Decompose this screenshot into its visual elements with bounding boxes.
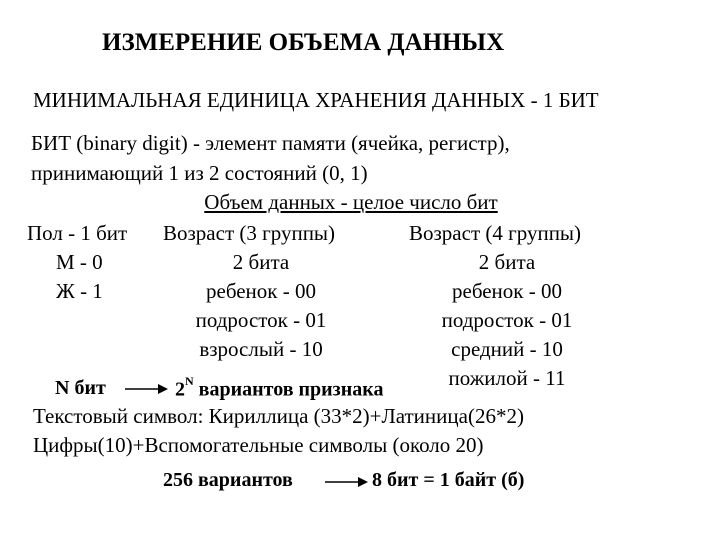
data-volume-line: Объем данных - целое число бит <box>204 190 498 214</box>
formula-n-bits: N бит <box>55 377 106 399</box>
age4-row: ребенок - 00 <box>452 279 562 303</box>
right-arrow-icon <box>122 381 170 395</box>
min-unit-line: МИНИМАЛЬНАЯ ЕДИНИЦА ХРАНЕНИЯ ДАННЫХ - 1 БИТ <box>33 88 599 112</box>
age4-row: подросток - 01 <box>441 308 573 332</box>
page-title: ИЗМЕРЕНИЕ ОБЪЕМА ДАННЫХ <box>102 29 505 56</box>
result-variants: 256 вариантов <box>163 469 293 491</box>
bit-definition-line-1: БИТ (binary digit) - элемент памяти (ячейка, регистр), <box>31 131 510 155</box>
gender-header: Пол - 1 бит <box>27 221 128 245</box>
text-symbol-line-2: Цифры(10)+Вспомогательные символы (около 20) <box>33 433 484 457</box>
formula-exponent: N <box>185 374 194 388</box>
age4-row: пожилой - 11 <box>448 366 566 390</box>
result-byte: 8 бит = 1 байт (б) <box>372 469 525 491</box>
formula-variants <box>175 374 384 401</box>
age3-row: подросток - 01 <box>195 308 327 332</box>
gender-row: Ж - 1 <box>56 279 103 303</box>
age4-row: средний - 10 <box>451 337 563 361</box>
text-symbol-line-1: Текстовый символ: Кириллица (33*2)+Латиница(26*2) <box>33 404 524 428</box>
gender-row: М - 0 <box>56 250 103 274</box>
formula-variants-text: вариантов признака <box>193 378 384 401</box>
age3-header: Возраст (3 группы) <box>163 221 336 245</box>
formula-base: 2 <box>175 378 185 401</box>
age3-row: ребенок - 00 <box>206 279 316 303</box>
age3-bits: 2 бита <box>232 250 290 274</box>
age4-bits: 2 бита <box>478 250 536 274</box>
age4-header: Возраст (4 группы) <box>409 221 582 245</box>
right-arrow-icon <box>322 474 370 488</box>
bit-definition-line-2: принимающий 1 из 2 состояний (0, 1) <box>31 161 368 185</box>
age3-row: взрослый - 10 <box>199 337 323 361</box>
